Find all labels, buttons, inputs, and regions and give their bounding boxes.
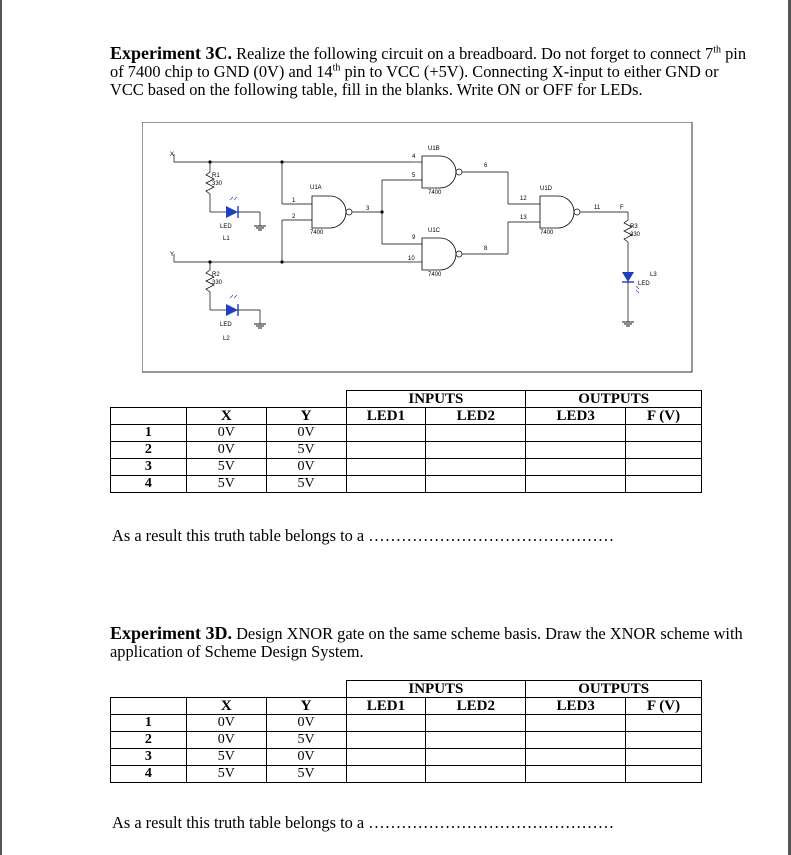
col-led3-header: LED3 <box>526 408 626 425</box>
col-led2-header: LED2 <box>426 698 526 715</box>
superscript-th: th <box>332 62 341 74</box>
table-row <box>111 766 702 783</box>
u1b-chip-label: 7400 <box>428 190 442 196</box>
col-f-header: F (V) <box>626 698 702 715</box>
outputs-header: OUTPUTS <box>526 681 702 698</box>
nand-gate-u1d <box>540 196 574 228</box>
result-3c-line <box>112 526 614 546</box>
pin-6: 6 <box>484 163 488 169</box>
f-blank-cell[interactable] <box>626 442 702 459</box>
superscript-th: th <box>713 44 722 56</box>
y-value: 0V <box>266 459 346 476</box>
x-value: 5V <box>186 459 266 476</box>
row-number: 3 <box>111 749 187 766</box>
col-led1-header: LED1 <box>346 698 426 715</box>
result-3d-line <box>112 813 614 833</box>
experiment-3d-title: Experiment 3D. <box>110 623 232 643</box>
row-number: 2 <box>111 732 187 749</box>
led1-type-label: LED <box>220 224 232 230</box>
l3-label: L3 <box>650 272 657 278</box>
y-value: 5V <box>266 476 346 493</box>
table-row <box>111 715 702 732</box>
u1a-label: U1A <box>310 185 322 191</box>
x-value: 0V <box>186 732 266 749</box>
pin-4: 4 <box>412 154 416 160</box>
row-number: 1 <box>111 715 187 732</box>
table-row <box>111 425 702 442</box>
col-x-header: X <box>186 698 266 715</box>
pin-12: 12 <box>520 196 527 202</box>
r2-label: R2 <box>212 272 220 278</box>
y-value: 5V <box>266 766 346 783</box>
led3-blank-cell[interactable] <box>526 715 626 732</box>
led1-blank-cell[interactable] <box>346 476 426 493</box>
pin-13: 13 <box>520 215 527 221</box>
y-value: 5V <box>266 732 346 749</box>
x-value: 0V <box>186 715 266 732</box>
col-led3-header: LED3 <box>526 698 626 715</box>
u1d-chip-label: 7400 <box>540 230 554 236</box>
resistor-r3 <box>624 212 632 272</box>
nand-gate-u1a <box>312 196 346 228</box>
experiment-3d-instructions <box>110 624 750 661</box>
circuit-frame <box>142 122 692 372</box>
truth-table-3c <box>110 390 702 493</box>
led2-blank-cell[interactable] <box>426 766 526 783</box>
f-blank-cell[interactable] <box>626 425 702 442</box>
f-blank-cell[interactable] <box>626 766 702 783</box>
pin-11: 11 <box>594 205 601 211</box>
u1c-chip-label: 7400 <box>428 272 442 278</box>
instruction-text-3: pin to VCC (+5V). Connecting X-input to either GND or VCC based on the following table, fill in the blanks. Write ON or OFF for LEDs. <box>110 62 719 99</box>
y-value: 0V <box>266 715 346 732</box>
led1-blank-cell[interactable] <box>346 425 426 442</box>
led-l2 <box>226 304 238 316</box>
pin-5: 5 <box>412 173 416 179</box>
nand-gate-u1c <box>422 238 456 270</box>
col-y-header: Y <box>266 698 346 715</box>
l2-label: L2 <box>223 336 230 342</box>
row-number: 4 <box>111 476 187 493</box>
led3-blank-cell[interactable] <box>526 732 626 749</box>
led1-blank-cell[interactable] <box>346 749 426 766</box>
led2-type-label: LED <box>220 322 232 328</box>
col-f-header: F (V) <box>626 408 702 425</box>
x-value: 5V <box>186 476 266 493</box>
u1b-label: U1B <box>428 146 440 152</box>
table-row <box>111 476 702 493</box>
y-value: 5V <box>266 442 346 459</box>
pin-1: 1 <box>292 198 296 204</box>
r1-value: 330 <box>212 181 223 187</box>
led2-blank-cell[interactable] <box>426 425 526 442</box>
led2-blank-cell[interactable] <box>426 732 526 749</box>
x-value: 5V <box>186 749 266 766</box>
led3-blank-cell[interactable] <box>526 476 626 493</box>
table-row <box>111 459 702 476</box>
led-l1 <box>226 206 238 218</box>
f-blank-cell[interactable] <box>626 476 702 493</box>
r3-label: R3 <box>630 224 638 230</box>
u1a-chip-label: 7400 <box>310 230 324 236</box>
row-number: 4 <box>111 766 187 783</box>
led3-type-label: LED <box>638 281 650 287</box>
l1-label: L1 <box>223 236 230 242</box>
pin-2: 2 <box>292 214 296 220</box>
led1-blank-cell[interactable] <box>346 715 426 732</box>
row-number: 1 <box>111 425 187 442</box>
col-x-header: X <box>186 408 266 425</box>
inputs-header: INPUTS <box>346 681 526 698</box>
result-3c-blank[interactable]: ……………………………………… <box>368 526 615 545</box>
col-led2-header: LED2 <box>426 408 526 425</box>
r3-value: 330 <box>630 232 641 238</box>
r1-label: R1 <box>212 173 220 179</box>
output-f-label: F <box>620 205 624 211</box>
led-l3 <box>622 272 634 282</box>
experiment-3d-text: Design XNOR gate on the same scheme basis. Draw the XNOR scheme with application of Scheme Design System. <box>110 624 743 661</box>
row-number: 3 <box>111 459 187 476</box>
r2-value: 330 <box>212 280 223 286</box>
f-blank-cell[interactable] <box>626 715 702 732</box>
instruction-text-2: pin of 7400 chip to GND (0V) and 14 <box>110 44 747 81</box>
col-y-header: Y <box>266 408 346 425</box>
led2-blank-cell[interactable] <box>426 749 526 766</box>
col-led1-header: LED1 <box>346 408 426 425</box>
circuit-diagram <box>142 122 694 374</box>
y-value: 0V <box>266 425 346 442</box>
y-value: 0V <box>266 749 346 766</box>
instruction-text-1: Realize the following circuit on a breadboard. Do not forget to connect 7 <box>231 44 714 63</box>
row-number: 2 <box>111 442 187 459</box>
input-y-label: Y <box>170 252 175 258</box>
result-3d-text: As a result this truth table belongs to a <box>112 813 369 832</box>
led3-blank-cell[interactable] <box>526 459 626 476</box>
pin-9: 9 <box>412 235 416 241</box>
outputs-header: OUTPUTS <box>526 391 702 408</box>
nand-gate-u1b <box>422 156 456 188</box>
result-3c-text: As a result this truth table belongs to a <box>112 526 369 545</box>
u1c-label: U1C <box>428 228 441 234</box>
page-left-edge <box>0 0 2 855</box>
experiment-3c-title: Experiment 3C. <box>110 43 232 63</box>
f-blank-cell[interactable] <box>626 459 702 476</box>
led2-blank-cell[interactable] <box>426 715 526 732</box>
table-row <box>111 749 702 766</box>
led3-blank-cell[interactable] <box>526 766 626 783</box>
led3-blank-cell[interactable] <box>526 442 626 459</box>
pin-10: 10 <box>408 256 415 262</box>
input-x-label: X <box>170 152 175 158</box>
x-value: 5V <box>186 766 266 783</box>
u1d-label: U1D <box>540 186 553 192</box>
led2-blank-cell[interactable] <box>426 459 526 476</box>
x-value: 0V <box>186 442 266 459</box>
truth-table-3d <box>110 680 702 783</box>
inputs-header: INPUTS <box>346 391 526 408</box>
f-blank-cell[interactable] <box>626 732 702 749</box>
f-blank-cell[interactable] <box>626 749 702 766</box>
pin-8: 8 <box>484 246 488 252</box>
pin-3: 3 <box>366 206 370 212</box>
led3-blank-cell[interactable] <box>526 425 626 442</box>
result-3d-blank[interactable]: ……………………………………… <box>368 813 615 832</box>
led3-blank-cell[interactable] <box>526 749 626 766</box>
table-row <box>111 442 702 459</box>
led1-blank-cell[interactable] <box>346 442 426 459</box>
experiment-3c-instructions <box>110 44 750 99</box>
led2-blank-cell[interactable] <box>426 476 526 493</box>
led1-blank-cell[interactable] <box>346 766 426 783</box>
x-value: 0V <box>186 425 266 442</box>
led1-blank-cell[interactable] <box>346 459 426 476</box>
table-row <box>111 732 702 749</box>
led2-blank-cell[interactable] <box>426 442 526 459</box>
led1-blank-cell[interactable] <box>346 732 426 749</box>
